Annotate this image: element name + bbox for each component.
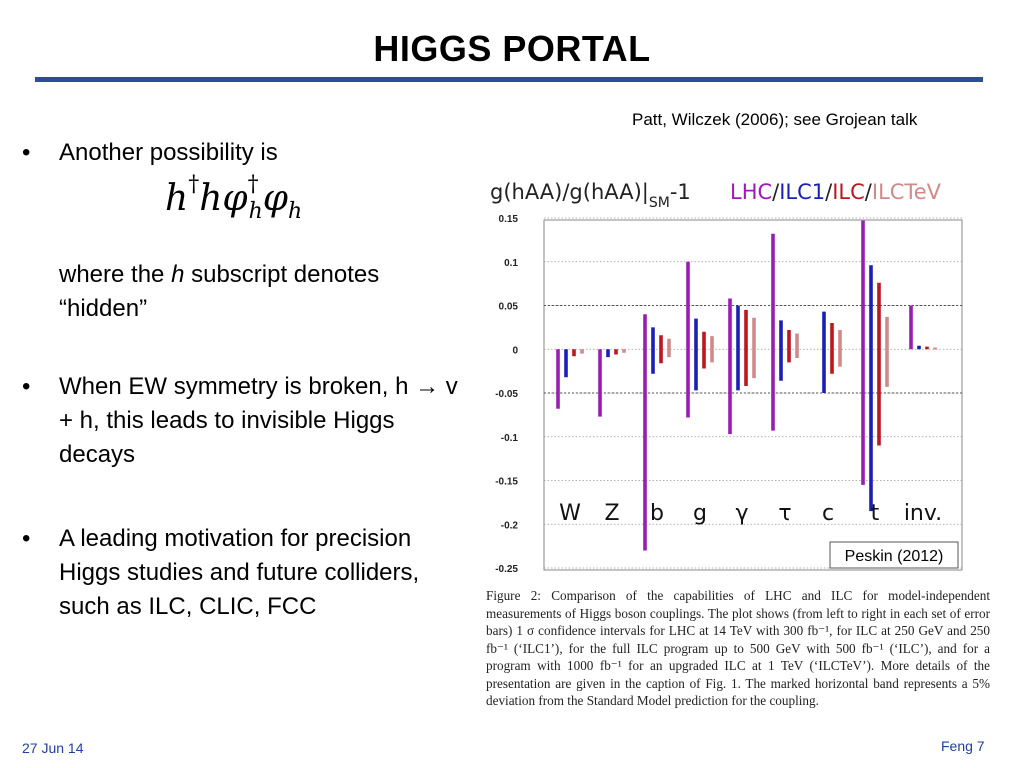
reference-credit: Patt, Wilczek (2006); see Grojean talk	[632, 110, 918, 129]
error-bar	[885, 317, 889, 387]
slide-title: HIGGS PORTAL	[373, 28, 651, 69]
svg-text:g(hAA)/g(hAA)|SM-1: $g(hAA)/g(hAA)|_{SM}-1$	[490, 180, 691, 211]
category-label: inv.	[903, 501, 943, 526]
category-label: τ	[778, 501, 792, 526]
plot-area	[495, 214, 962, 575]
bullet-text: A leading motivation for precision Higgs studies and future colliders, such as ILC, CLIC, FCC	[59, 525, 420, 620]
error-bar	[869, 265, 873, 511]
title-underline	[35, 77, 983, 82]
error-bar	[622, 349, 626, 353]
coupling-chart-svg	[486, 170, 986, 575]
error-bar	[564, 349, 568, 377]
legend-text	[730, 180, 942, 204]
error-bar	[744, 310, 748, 386]
legend-entry: ILC	[832, 180, 865, 204]
y-tick-label: 0.1	[504, 257, 518, 269]
error-bar	[614, 349, 618, 354]
error-bar	[694, 319, 698, 391]
category-label: W	[559, 501, 581, 526]
category-label: γ	[735, 501, 749, 526]
error-bar	[861, 221, 865, 485]
bullet-item	[18, 136, 468, 170]
error-bar	[917, 346, 921, 350]
category-label: Z	[604, 501, 620, 526]
legend-entry: ILC1	[779, 180, 826, 204]
error-bar	[771, 234, 775, 431]
error-bar	[752, 318, 756, 378]
error-bar	[702, 332, 706, 369]
legend-separator: /	[825, 180, 833, 204]
error-bar	[795, 334, 799, 359]
bullet-item	[18, 522, 468, 624]
chart-legend	[730, 180, 942, 204]
category-label: b	[650, 501, 664, 526]
legend-separator: /	[864, 180, 872, 204]
error-bar	[556, 349, 560, 409]
y-tick-label: 0.15	[498, 214, 518, 225]
error-bar	[736, 306, 740, 391]
error-bar	[651, 327, 655, 373]
legend-entry: ILCTeV	[871, 180, 941, 204]
category-label: t	[870, 501, 880, 526]
error-bar	[779, 320, 783, 380]
chart-title	[490, 180, 691, 211]
coupling-chart	[486, 170, 986, 575]
footer-date: 27 Jun 14	[22, 740, 84, 756]
hidden-subscript-note: where the h subscript denotes “hidden”	[59, 261, 380, 322]
y-tick-label: 0	[512, 345, 518, 357]
category-label: c	[821, 501, 835, 526]
error-bar	[667, 339, 671, 357]
error-bar	[787, 330, 791, 362]
footer-author-page: Feng 7	[941, 738, 985, 754]
error-bar	[598, 349, 602, 416]
y-tick-label: -0.05	[495, 389, 518, 400]
error-bar	[572, 349, 576, 356]
bullet-text: When EW symmetry is broken, h → v + h, this leads to invisible Higgs decays	[59, 373, 458, 468]
y-tick-label: -0.15	[495, 476, 518, 488]
y-tick-label: -0.2	[500, 520, 518, 532]
portal-formula: $h^\dagger h\varphi^\dagger_h\varphi_h$	[165, 172, 303, 225]
error-bar	[580, 349, 584, 353]
error-bar	[877, 283, 881, 446]
inset-credit: Peskin (2012)	[844, 548, 944, 565]
error-bar	[933, 348, 937, 350]
error-bar	[822, 312, 826, 393]
bullet-text: Another possibility is	[59, 139, 278, 166]
y-tick-label: -0.25	[495, 564, 518, 575]
error-bar	[710, 336, 714, 362]
error-bar	[838, 330, 842, 367]
error-bar	[659, 335, 663, 363]
y-tick-label: -0.1	[500, 432, 518, 444]
figure-caption: Figure 2: Comparison of the capabilities of LHC and ILC for model-independent measurements of Higgs boson couplings. The plot shows (from left to right in each set of error bars) 1 σ confidence intervals for LHC at 14 TeV with 300 fb⁻¹, for ILC at 250 GeV and 250 fb⁻¹ (‘ILC1’), for the full ILC program up to 500 GeV with 500 fb⁻¹ (‘ILC’), and for a program with 1000 fb⁻¹ for an upgraded ILC at 1 TeV (‘ILCTeV’). More details of the presentation are given in the caption of Fig. 1. The marked horizontal band represents a 5% deviation from the Standard Model prediction for the coupling.	[486, 588, 990, 708]
error-bar	[728, 299, 732, 435]
error-bar	[643, 314, 647, 550]
bullet-item	[18, 370, 468, 472]
legend-separator: /	[772, 180, 780, 204]
legend-entry: LHC	[730, 180, 773, 204]
error-bar	[925, 347, 929, 350]
error-bar	[830, 323, 834, 374]
y-tick-label: 0.05	[498, 301, 518, 313]
error-bar	[606, 349, 610, 357]
category-label: g	[693, 501, 707, 526]
error-bar	[909, 306, 913, 350]
error-bar	[686, 262, 690, 418]
